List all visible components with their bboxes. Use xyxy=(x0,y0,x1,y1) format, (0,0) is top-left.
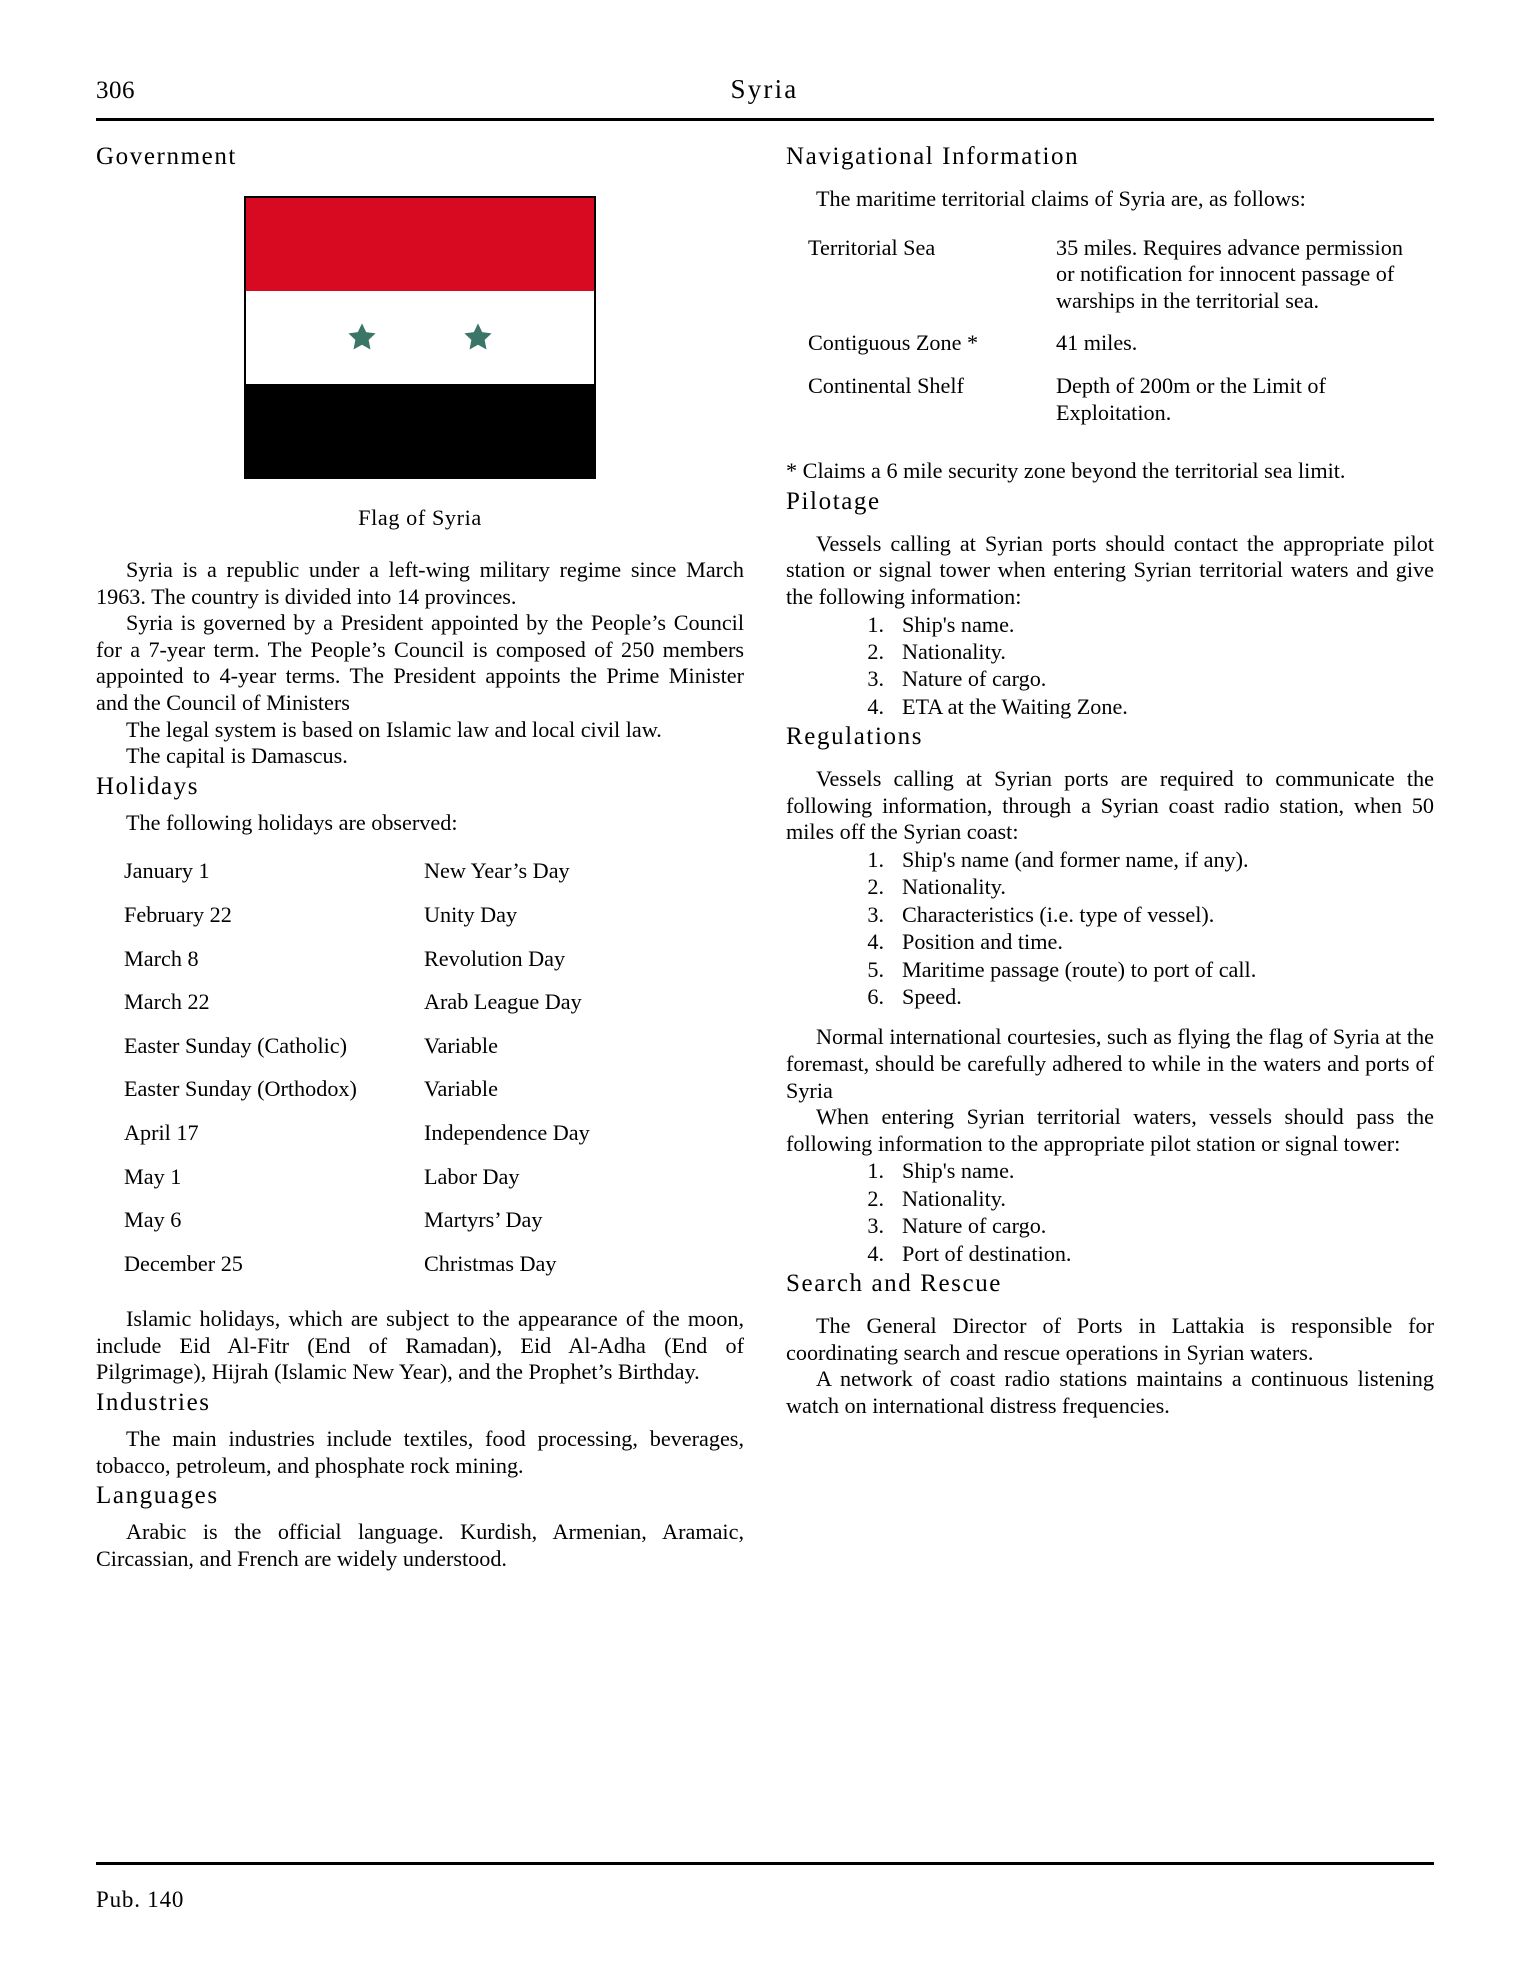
holidays-table xyxy=(96,858,744,1294)
government-paragraph-1: Syria is a republic under a left-wing military regime since March 1963. The country is divided into 14 provinces. xyxy=(96,557,744,609)
list-item-number: 4. xyxy=(867,1240,884,1266)
flag-band-black xyxy=(246,384,594,477)
heading-industries: Industries xyxy=(96,1389,211,1417)
government-paragraph-2: Syria is governed by a President appointed by the People’s Council for a 7-year term. The People’s Council is composed of 250 members appointed to 4-year terms. The President appoints the Prime Minister and the Council of Ministers xyxy=(96,610,744,715)
table-row xyxy=(96,989,744,1033)
list-item-number: 2. xyxy=(867,638,884,664)
list-item-number: 1. xyxy=(867,611,884,637)
government-paragraph-4: The capital is Damascus. xyxy=(126,743,348,769)
industries-text: The main industries include textiles, food processing, beverages, tobacco, petroleum, and phosphate rock mining. xyxy=(96,1426,744,1478)
regulations-entering-list xyxy=(786,1157,1434,1267)
holidays-intro: The following holidays are observed: xyxy=(126,809,458,835)
table-row xyxy=(786,235,1434,331)
pilotage-list xyxy=(786,611,1434,721)
holiday-name: Unity Day xyxy=(424,901,518,927)
table-row xyxy=(96,1033,744,1077)
list-item-label: Ship's name. xyxy=(902,611,1015,637)
flag-figure xyxy=(96,196,744,531)
list-item xyxy=(786,901,1434,928)
government-paragraph-3: The legal system is based on Islamic law and local civil law. xyxy=(126,716,662,742)
star-icon xyxy=(461,320,495,354)
claim-label: Contiguous Zone * xyxy=(808,330,979,356)
table-row xyxy=(96,1164,744,1208)
list-item-label: Ship's name. xyxy=(902,1158,1015,1184)
list-item-label: Position and time. xyxy=(902,929,1063,955)
table-row xyxy=(786,330,1434,373)
regulations-courtesies: Normal international courtesies, such as flying the flag of Syria at the foremast, should be carefully adhered to while in the waters and ports of Syria xyxy=(786,1024,1434,1103)
table-row xyxy=(96,858,744,902)
holiday-name: Revolution Day xyxy=(424,945,566,971)
regulations-entering: When entering Syrian territorial waters, vessels should pass the following information to the appropriate pilot station or signal tower: xyxy=(786,1104,1434,1156)
list-item xyxy=(786,1157,1434,1184)
holiday-name: Variable xyxy=(424,1076,498,1102)
table-row xyxy=(96,1120,744,1164)
search-rescue-paragraph-2: A network of coast radio stations maintains a continuous listening watch on international distress frequencies. xyxy=(786,1366,1434,1418)
holiday-name: Martyrs’ Day xyxy=(424,1207,543,1233)
page-columns xyxy=(96,140,1434,1572)
list-item-number: 5. xyxy=(867,956,884,982)
languages-text: Arabic is the official language. Kurdish, Armenian, Aramaic, Circassian, and French are widely understood. xyxy=(96,1519,744,1571)
table-row xyxy=(96,1207,744,1251)
heading-languages: Languages xyxy=(96,1482,219,1510)
flag-caption: Flag of Syria xyxy=(358,505,482,530)
running-head xyxy=(96,74,1434,108)
list-item-label: ETA at the Waiting Zone. xyxy=(902,693,1128,719)
regulations-intro: Vessels calling at Syrian ports are required to communicate the following information, through a Syrian coast radio station, when 50 miles off the Syrian coast: xyxy=(786,766,1434,845)
claim-value: Depth of 200m or the Limit of Exploitation. xyxy=(1056,372,1326,425)
header-rule xyxy=(96,118,1434,121)
flag-band-white xyxy=(246,291,594,384)
list-item xyxy=(786,611,1434,638)
page-title: Syria xyxy=(730,74,799,104)
footer-rule xyxy=(96,1862,1434,1865)
list-item xyxy=(786,983,1434,1010)
list-item-number: 3. xyxy=(867,901,884,927)
list-item-number: 6. xyxy=(867,983,884,1009)
list-item xyxy=(786,1185,1434,1212)
search-rescue-paragraph-1: The General Director of Ports in Lattakia is responsible for coordinating search and rescue operations in Syrian waters. xyxy=(786,1312,1434,1365)
holiday-name: Arab League Day xyxy=(424,989,582,1015)
pilotage-intro: Vessels calling at Syrian ports should contact the appropriate pilot station or signal tower when entering Syrian territorial waters and give the following information: xyxy=(786,530,1434,609)
holiday-name: Christmas Day xyxy=(424,1250,557,1276)
list-item xyxy=(786,928,1434,955)
list-item xyxy=(786,693,1434,720)
list-item-label: Maritime passage (route) to port of call. xyxy=(902,956,1257,982)
list-item-label: Nationality. xyxy=(902,874,1006,900)
heading-holidays: Holidays xyxy=(96,772,200,800)
regulations-list xyxy=(786,846,1434,1010)
claim-value: 35 miles. Requires advance permission or notification for innocent passage of warships in the territorial sea. xyxy=(1056,234,1403,313)
holiday-date: Easter Sunday (Catholic) xyxy=(124,1032,348,1058)
holiday-name: Labor Day xyxy=(424,1163,520,1189)
list-item xyxy=(786,1212,1434,1239)
claim-label: Territorial Sea xyxy=(808,234,936,260)
list-item xyxy=(786,956,1434,983)
list-item-label: Nationality. xyxy=(902,1185,1006,1211)
flag-band-red xyxy=(246,198,594,291)
claim-label: Continental Shelf xyxy=(808,372,964,398)
holiday-name: Independence Day xyxy=(424,1119,590,1145)
holiday-date: April 17 xyxy=(124,1119,199,1145)
list-item xyxy=(786,873,1434,900)
list-item-number: 4. xyxy=(867,693,884,719)
list-item-number: 4. xyxy=(867,929,884,955)
list-item-number: 1. xyxy=(867,846,884,872)
list-item-label: Characteristics (i.e. type of vessel). xyxy=(902,901,1215,927)
list-item-number: 1. xyxy=(867,1158,884,1184)
holiday-date: Easter Sunday (Orthodox) xyxy=(124,1076,357,1102)
table-row xyxy=(96,1076,744,1120)
list-item xyxy=(786,638,1434,665)
maritime-claims-table xyxy=(786,235,1434,443)
table-row xyxy=(96,902,744,946)
list-item xyxy=(786,1240,1434,1267)
holidays-note: Islamic holidays, which are subject to the appearance of the moon, include Eid Al-Fitr (End of Ramadan), Eid Al-Adha (End of Pilgrimage), Hijrah (Islamic New Year), and the Prophet’s Birthday. xyxy=(96,1306,744,1385)
footer-publication: Pub. 140 xyxy=(96,1887,185,1912)
table-row xyxy=(96,1251,744,1295)
heading-search-and-rescue: Search and Rescue xyxy=(786,1269,1003,1297)
holiday-name: New Year’s Day xyxy=(424,858,570,884)
holiday-date: May 1 xyxy=(124,1163,182,1189)
list-item-label: Nationality. xyxy=(902,638,1006,664)
holiday-date: May 6 xyxy=(124,1207,182,1233)
holiday-date: December 25 xyxy=(124,1250,243,1276)
heading-navigational-information: Navigational Information xyxy=(786,143,1080,170)
navigational-intro: The maritime territorial claims of Syria are, as follows: xyxy=(816,186,1306,211)
heading-pilotage: Pilotage xyxy=(786,487,881,515)
holiday-date: January 1 xyxy=(124,858,210,884)
list-item-label: Port of destination. xyxy=(902,1240,1072,1266)
table-row xyxy=(96,946,744,990)
list-item xyxy=(786,665,1434,692)
table-row xyxy=(786,373,1434,442)
star-icon xyxy=(345,320,379,354)
list-item-label: Ship's name (and former name, if any). xyxy=(902,846,1249,872)
list-item-number: 2. xyxy=(867,1185,884,1211)
claim-value: 41 miles. xyxy=(1056,330,1138,356)
list-item-number: 2. xyxy=(867,874,884,900)
holiday-date: February 22 xyxy=(124,901,232,927)
heading-regulations: Regulations xyxy=(786,723,924,751)
list-item-number: 3. xyxy=(867,1213,884,1239)
list-item-label: Nature of cargo. xyxy=(902,1213,1047,1239)
claims-footnote: * Claims a 6 mile security zone beyond the territorial sea limit. xyxy=(786,458,1346,484)
list-item-label: Speed. xyxy=(902,983,962,1009)
list-item xyxy=(786,846,1434,873)
right-column xyxy=(786,140,1434,1572)
holiday-date: March 8 xyxy=(124,945,199,971)
holiday-name: Variable xyxy=(424,1032,498,1058)
page-number: 306 xyxy=(96,77,135,104)
holiday-date: March 22 xyxy=(124,989,210,1015)
list-item-label: Nature of cargo. xyxy=(902,666,1047,692)
heading-government: Government xyxy=(96,143,237,170)
list-item-number: 3. xyxy=(867,666,884,692)
left-column xyxy=(96,140,744,1572)
flag-of-syria-image xyxy=(244,196,596,479)
